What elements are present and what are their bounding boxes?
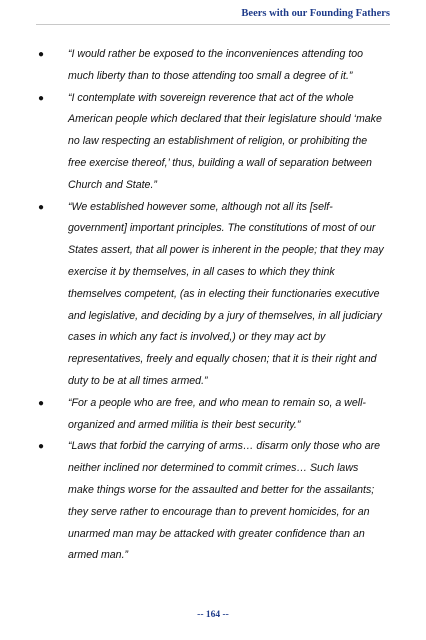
quote-text: “For a people who are free, and who mean to remain so, a well-organized and armed militia is their best security.” [68, 396, 366, 431]
page-number: -- 164 -- [197, 610, 229, 620]
list-item [36, 88, 386, 197]
bullet-icon: ● [38, 49, 45, 60]
quote-text: “I would rather be exposed to the inconveniences attending too much liberty than to those attending too small a degree of it.” [68, 48, 364, 82]
quote-list [36, 44, 386, 567]
bullet-icon: ● [38, 397, 45, 409]
list-item [36, 436, 386, 567]
quote-text: “We established however some, although not all its [self-government] important principles. The constitutions of most of our States assert, that all power is inherent in the people; that they may exercise it by themselves, in all cases to which they think themselves competent, (as in electing their functionaries executive and legislative, and deciding by a jury of themselves, in all judiciary cases in which any fact is involved,) or they may act by representatives, freely and equally chosen; that it is their right and duty to be at all times armed.” [68, 200, 384, 387]
header-divider [36, 24, 390, 25]
running-header: Beers with our Founding Fathers [241, 8, 390, 19]
list-item [36, 44, 386, 88]
bullet-icon: ● [38, 441, 45, 453]
bullet-icon: ● [38, 92, 45, 104]
quote-text: “Laws that forbid the carrying of arms… disarm only those who are neither inclined nor determined to commit crimes… Such laws make things worse for the assaulted and better for the assailants; they serve rather to encourage than to prevent homicides, for an unarmed man may be attacked with greater confidence than an armed man.” [68, 440, 381, 562]
list-item [36, 393, 386, 437]
bullet-icon: ● [38, 201, 45, 213]
quote-text: “I contemplate with sovereign reverence that act of the whole American people which declared that their legislature should ‘make no law respecting an establishment of religion, or prohibiting the free exercise thereof,’ thus, building a wall of separation between Church and State.” [68, 91, 382, 191]
list-item [36, 197, 386, 393]
